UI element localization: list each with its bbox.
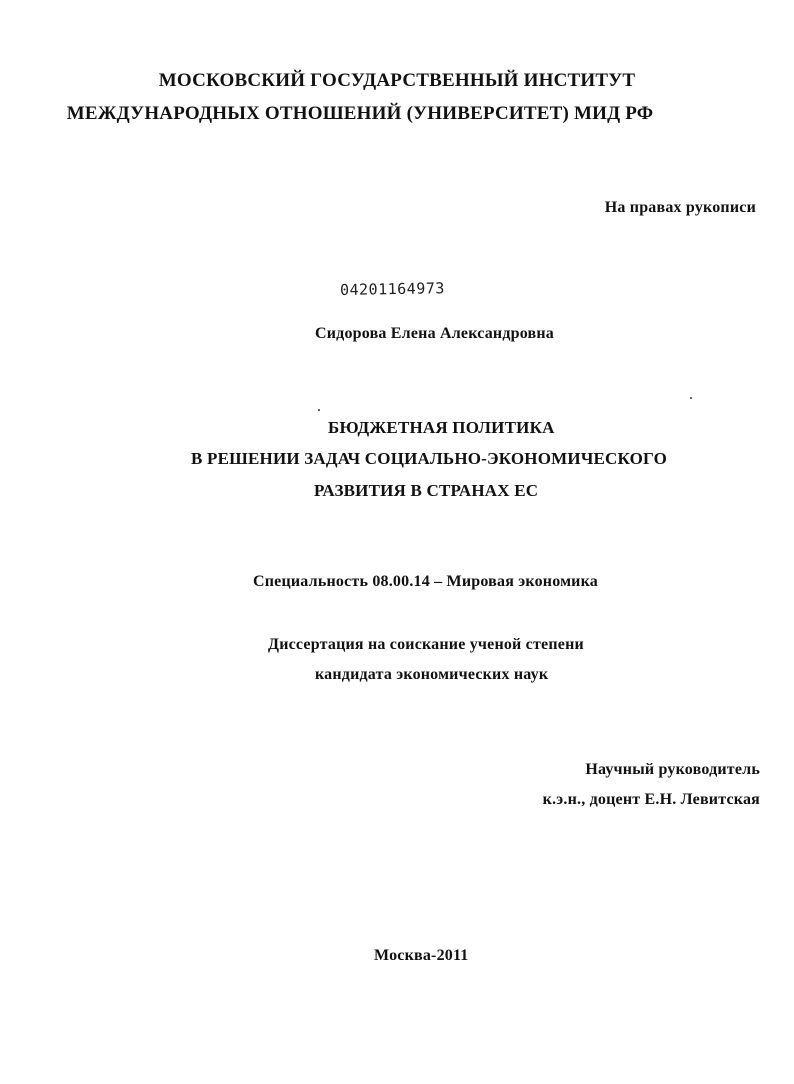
title-line-1: БЮДЖЕТНАЯ ПОЛИТИКА — [328, 418, 555, 437]
title-line-3: РАЗВИТИЯ В СТРАНАХ ЕС — [314, 481, 539, 500]
scan-speck — [318, 409, 320, 411]
supervisor-label: Научный руководитель — [585, 761, 760, 778]
institution-line-1: МОСКОВСКИЙ ГОСУДАРСТВЕННЫЙ ИНСТИТУТ — [158, 70, 636, 91]
supervisor-name: к.э.н., доцент Е.Н. Левитская — [542, 791, 760, 808]
degree-line-2: кандидата экономических наук — [315, 666, 549, 683]
degree-line-1: Диссертация на соискание ученой степени — [268, 636, 584, 653]
place-year: Москва-2011 — [374, 947, 469, 964]
scan-speck — [690, 397, 692, 399]
specialty: Специальность 08.00.14 – Мировая экономика — [253, 573, 598, 590]
registration-number: 04201164973 — [339, 279, 445, 299]
title-line-2: В РЕШЕНИИ ЗАДАЧ СОЦИАЛЬНО-ЭКОНОМИЧЕСКОГО — [191, 449, 668, 468]
institution-line-2: МЕЖДУНАРОДНЫХ ОТНОШЕНИЙ (УНИВЕРСИТЕТ) МИД РФ — [66, 103, 654, 124]
author-name: Сидорова Елена Александровна — [315, 325, 554, 342]
manuscript-note: На правах рукописи — [604, 199, 756, 216]
